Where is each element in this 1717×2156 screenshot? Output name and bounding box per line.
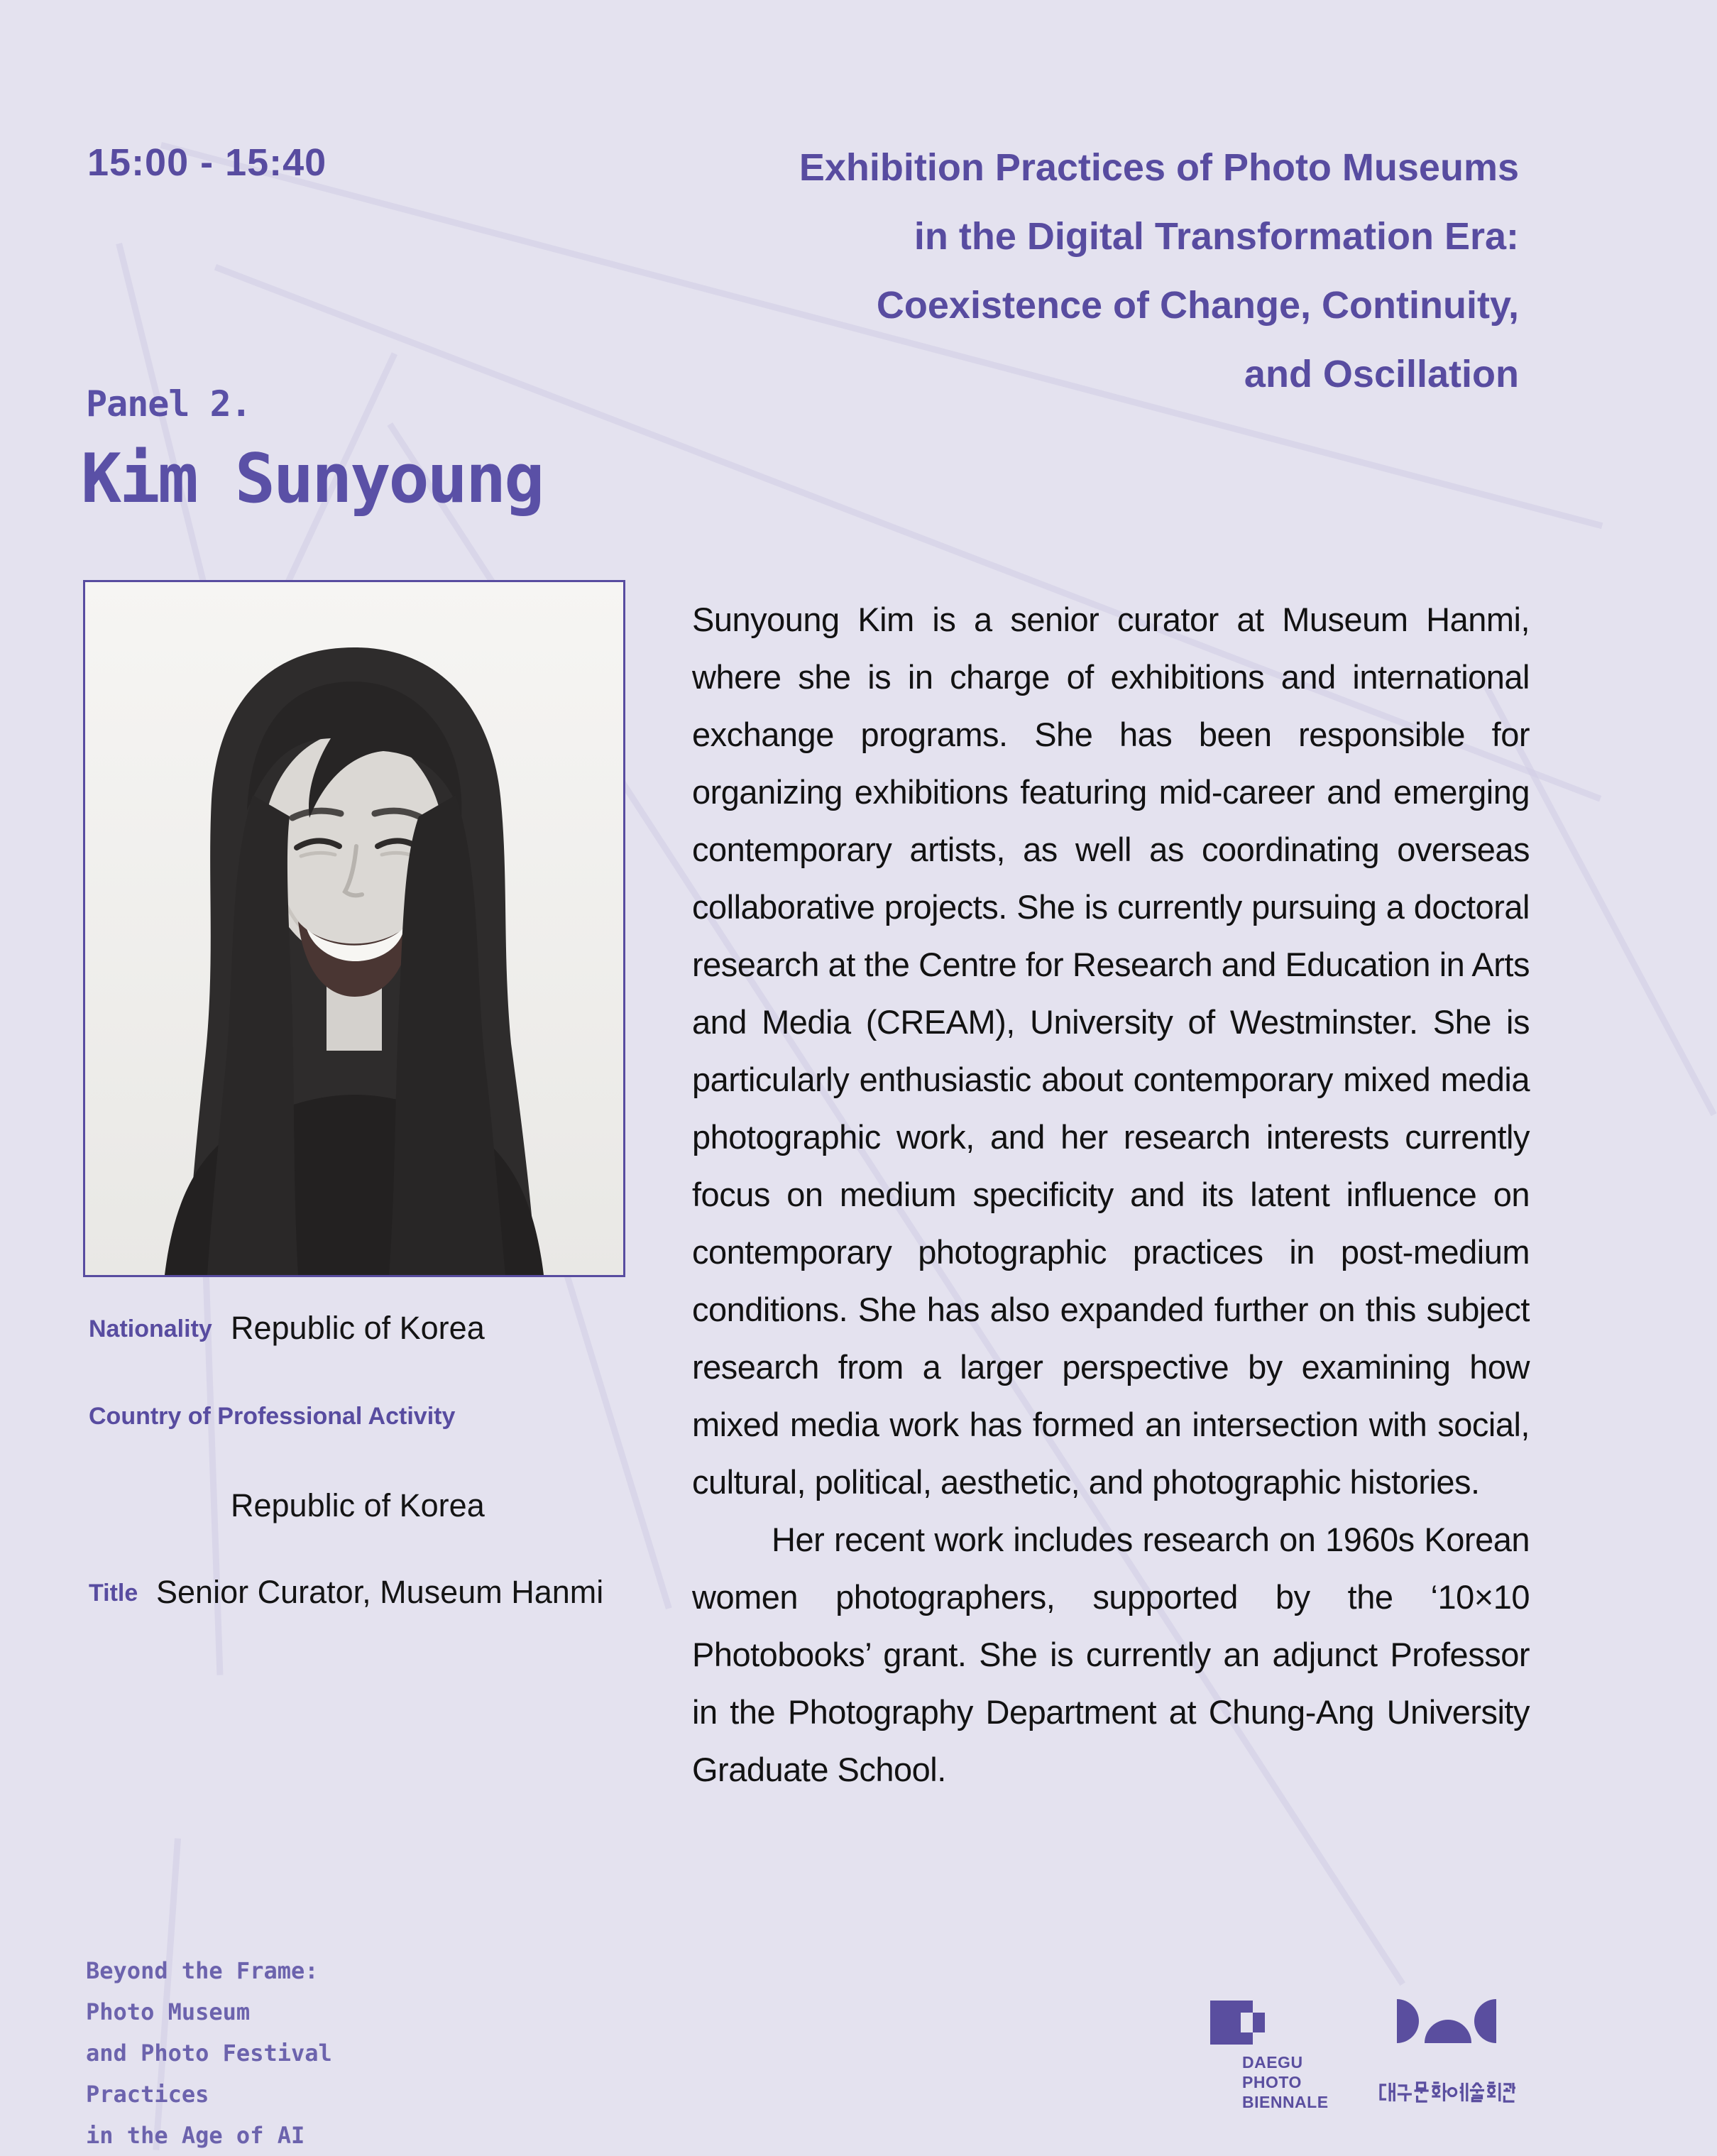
event-title [86, 1950, 332, 2156]
nationality-value-row [231, 1310, 485, 1347]
bio-paragraph: Sunyoung Kim is a senior curator at Museum Hanmi, where she is in charge of exhibitions and international exchange programs. She has been responsible for organizing exhibitions featuring mid-career and emerging contemporary artists, as well as coordinating overseas collaborative projects. She is currently pursuing a doctoral research at the Centre for Research and Education in Arts and Media (CREAM), University of Westminster. She is particularly enthusiastic about contemporary mixed media photographic work, and her research interests currently focus on medium specificity and its latent influence on contemporary photographic practices in post-medium conditions. She has also expanded further on this subject research from a larger perspective by examining how mixed media work has formed an intersection with social, cultural, political, aesthetic, and photographic histories. [692, 601, 1530, 1501]
speaker-photo [83, 580, 625, 1277]
panel-label: Panel 2. [86, 383, 251, 425]
country-value-row [231, 1487, 485, 1524]
daegu-arts-center-logotype [1380, 2081, 1515, 2103]
speaker-name: Kim Sunyoung [81, 440, 543, 518]
event-title-line: Photo Museum [86, 1998, 251, 2025]
event-title-line: Practices [86, 2081, 209, 2108]
logo-text-line: BIENNALE [1242, 2093, 1329, 2111]
title-row [89, 1580, 138, 1607]
logo-text-line: DAEGU [1242, 2053, 1303, 2072]
speaker-bio [692, 591, 1530, 1798]
title-value-row [156, 1574, 603, 1611]
session-time: 15:00 - 15:40 [87, 141, 327, 184]
daegu-photo-biennale-logo-text [1242, 2052, 1329, 2112]
title-value: Senior Curator, Museum Hanmi [156, 1574, 604, 1610]
daegu-arts-center-logo-icon [1397, 1999, 1496, 2043]
logo-text-line: PHOTO [1242, 2073, 1302, 2091]
speaker-photo-image [85, 582, 623, 1275]
country-label-row [89, 1403, 455, 1430]
title-label: Title [89, 1580, 138, 1607]
nationality-label: Nationality [89, 1315, 212, 1342]
bio-paragraph: Her recent work includes research on 1960s Korean women photographers, supported by the ‘10×10 Photobooks’ grant. She is currently an adjunct Professor in the Photography Department at Chung-Ang University Graduate School. [692, 1521, 1530, 1788]
daegu-photo-biennale-logo-icon [1210, 2001, 1265, 2045]
talk-title [511, 133, 1519, 409]
country-label: Country of Professional Activity [89, 1403, 456, 1430]
event-title-line: in the Age of AI [86, 2122, 305, 2149]
talk-title-line: in the Digital Transformation Era: [914, 215, 1519, 258]
nationality-value: Republic of Korea [231, 1310, 485, 1346]
event-title-line: and Photo Festival [86, 2040, 332, 2067]
talk-title-line: Coexistence of Change, Continuity, [876, 284, 1519, 327]
event-title-line: Beyond the Frame: [86, 1957, 319, 1984]
talk-title-line: and Oscillation [1244, 353, 1519, 395]
country-value: Republic of Korea [231, 1487, 485, 1523]
nationality-row [89, 1315, 212, 1343]
talk-title-line: Exhibition Practices of Photo Museums [799, 146, 1519, 189]
